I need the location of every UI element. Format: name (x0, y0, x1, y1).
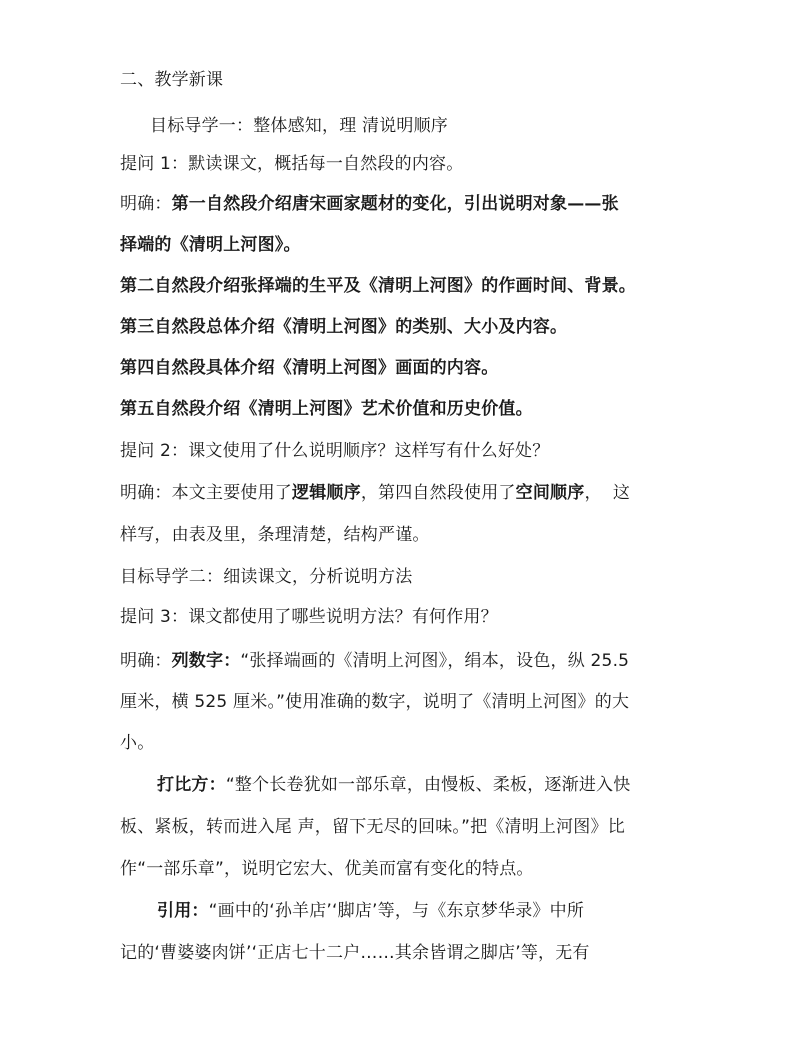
answer-three-quote: “张择端画的《清明上河图》，绢本，设色，纵 25.5 (240, 651, 630, 671)
paragraph-two-summary: 第二自然段介绍张择端的生平及《清明上河图》的作画时间、背景。 (120, 276, 636, 296)
answer-one-line-1 (120, 192, 619, 216)
citation-quote: “画中的‘孙羊店’‘脚店’等，与《东京梦华录》中所 (208, 901, 585, 921)
answer-label: 明确： (120, 651, 172, 671)
analogy-line-2: 板、紧板，转而进入尾 声，留下无尽的回味。”把《清明上河图》比 (120, 817, 625, 837)
analogy-term: 打比方： (157, 775, 226, 795)
question-three: 提问 3：课文都使用了哪些说明方法？有何作用？ (120, 607, 498, 627)
answer-three-line-3: 小。 (120, 733, 155, 753)
answer-one-line-2: 择端的《清明上河图》。 (120, 235, 301, 255)
goal-two-heading: 目标导学二：细读课文，分析说明方法 (120, 567, 413, 587)
answer-three-line-1 (120, 649, 629, 673)
citation-line-2: 记的‘曹婆婆肉饼’‘正店七十二户……其余皆谓之脚店’等，无有 (120, 943, 590, 963)
answer-label: 明确： (120, 194, 172, 214)
answer-two-line-2: 样写，由表及里，条理清楚，结构严谨。 (120, 525, 430, 545)
answer-two-prefix: 明确：本文主要使用了 (120, 483, 292, 503)
spatial-order-term: 空间顺序 (515, 483, 585, 503)
answer-one-bold: 第一自然段介绍唐宋画家题材的变化，引出说明对象——张 (171, 194, 619, 214)
analogy-line-3: 作“一部乐章”，说明它宏大、优美而富有变化的特点。 (120, 859, 534, 879)
goal-one-heading: 目标导学一：整体感知，理 清说明顺序 (150, 116, 449, 136)
answer-two-line-1 (120, 481, 630, 505)
section-title: 二、教学新课 (120, 70, 224, 90)
answer-two-mid: ，第四自然段使用了 (360, 483, 516, 503)
question-two: 提问 2：课文使用了什么说明顺序？这样写有什么好处？ (120, 441, 550, 461)
answer-three-line-2: 厘米，横 525 厘米。”使用准确的数字，说明了《清明上河图》的大 (120, 692, 630, 712)
paragraph-three-summary: 第三自然段总体介绍《清明上河图》的类别、大小及内容。 (120, 317, 568, 337)
paragraph-four-summary: 第四自然段具体介绍《清明上河图》画面的内容。 (120, 358, 499, 378)
answer-two-tail: ， 这 (584, 483, 631, 503)
citation-line-1 (157, 899, 584, 923)
analogy-line-1 (157, 773, 630, 797)
paragraph-five-summary: 第五自然段介绍《清明上河图》艺术价值和历史价值。 (120, 399, 533, 419)
analogy-quote: “整个长卷犹如一部乐章，由慢板、柔板，逐渐进入快 (225, 775, 631, 795)
logical-order-term: 逻辑顺序 (292, 483, 361, 503)
list-numbers-term: 列数字： (171, 651, 241, 671)
citation-term: 引用： (157, 901, 209, 921)
question-one: 提问 1：默读课文，概括每一自然段的内容。 (120, 154, 464, 174)
